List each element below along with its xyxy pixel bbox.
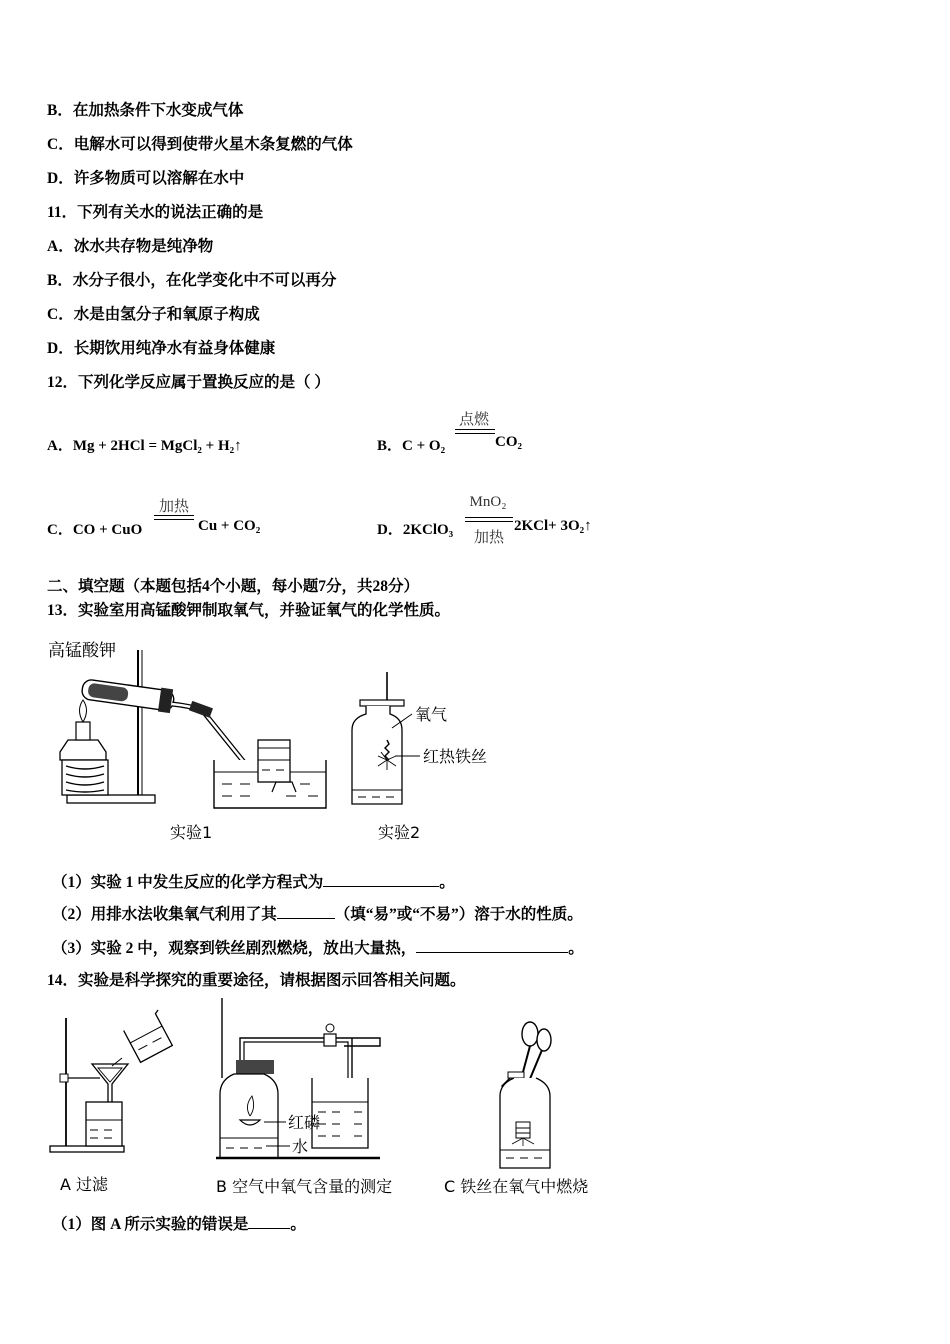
option-b-reactants: C + O₂: [402, 438, 446, 454]
option-c-bar-top: [154, 515, 194, 516]
q13-part-3-text: （3）实验 2 中，观察到铁丝剧烈燃烧，放出大量热，: [52, 940, 417, 957]
q11-option-b: B．水分子很小，在化学变化中不可以再分: [47, 272, 337, 289]
option-a-label: A．: [47, 438, 73, 454]
q11-option-a: A．冰水共存物是纯净物: [47, 238, 214, 255]
option-c-reactants: CO + CuO: [72, 522, 143, 538]
option-d-bar-bottom: [465, 521, 513, 522]
option-b-bar-top: [455, 429, 495, 430]
q13-part-1: [52, 870, 455, 893]
option-c-products: Cu + CO₂: [198, 518, 261, 534]
red-phosphorus-label: 红磷: [288, 1113, 321, 1132]
experiment-2-caption: 实验2: [378, 823, 421, 842]
experiment-1-caption: 实验1: [170, 823, 213, 842]
caption-oxygen-content: B 空气中氧气含量的测定: [216, 1177, 393, 1196]
q13-part-1-end: 。: [439, 874, 455, 891]
q13-part-2: [52, 902, 583, 925]
q13-experiment-figure: [40, 632, 510, 844]
option-d-products: 2KCl+ 3O₂↑: [514, 518, 592, 534]
option-d-bar-top: [465, 517, 513, 518]
q14-part-1-end: 。: [290, 1216, 306, 1233]
q13-part-3: [52, 936, 584, 959]
option-b-bar-bottom: [455, 433, 495, 434]
option-b-products: CO₂: [495, 434, 522, 450]
q13-part-3-end: 。: [568, 940, 584, 957]
q10-option-d: D．许多物质可以溶解在水中: [47, 170, 245, 187]
q12-option-c-left: [47, 518, 142, 539]
q11-option-d: D．长期饮用纯净水有益身体健康: [47, 340, 276, 357]
q10-option-c: C．电解水可以得到使带火星木条复燃的气体: [47, 136, 353, 153]
q14-part-1-blank[interactable]: [248, 1212, 290, 1229]
option-c-bar-bottom: [154, 519, 194, 520]
q12-option-d-left: [377, 518, 453, 539]
option-c-label: C．: [47, 522, 73, 538]
q13-part-2-blank[interactable]: [277, 902, 335, 919]
q10-option-b: B．在加热条件下水变成气体: [47, 102, 244, 119]
section-2-title: 二、填空题（本题包括4个小题，每小题7分，共28分）: [47, 578, 420, 595]
option-d-catalyst: MnO₂: [469, 494, 507, 510]
q14-experiment-figure: [40, 998, 620, 1203]
q14-part-1: [52, 1212, 306, 1235]
q13-part-2-end: （填“易”或“不易”）溶于水的性质。: [334, 906, 583, 923]
q14-stem: 14．实验是科学探究的重要途径，请根据图示回答相关问题。: [47, 972, 466, 989]
option-d-reactants: 2KClO₃: [402, 522, 454, 538]
option-b-label: B．: [377, 438, 403, 454]
option-a-equation: Mg + 2HCl = MgCl₂ + H₂↑: [72, 438, 242, 454]
option-d-label: D．: [377, 522, 403, 538]
caption-filtration: A 过滤: [60, 1175, 109, 1194]
q12-stem: 12．下列化学反应属于置换反应的是（ ）: [47, 374, 330, 391]
q12-option-a: [47, 434, 242, 455]
red-hot-wire-label: 红热铁丝: [423, 747, 488, 766]
caption-iron-wire: C 铁丝在氧气中燃烧: [444, 1177, 589, 1196]
q12-option-b-left: [377, 434, 445, 455]
q11-option-c: C．水是由氢分子和氧原子构成: [47, 306, 260, 323]
oxygen-label: 氧气: [415, 705, 448, 724]
q13-part-1-text: （1）实验 1 中发生反应的化学方程式为: [52, 874, 324, 891]
q13-part-2-text: （2）用排水法收集氧气利用了其: [52, 906, 277, 923]
potassium-permanganate-label: 高锰酸钾: [48, 641, 116, 661]
option-c-condition: 加热: [158, 499, 189, 515]
q13-part-1-blank[interactable]: [323, 870, 439, 887]
q13-stem: 13．实验室用高锰酸钾制取氧气，并验证氧气的化学性质。: [47, 602, 451, 619]
option-d-condition: 加热: [473, 530, 504, 546]
option-b-condition: 点燃: [458, 412, 489, 428]
q14-part-1-text: （1）图 A 所示实验的错误是: [52, 1216, 249, 1233]
q13-part-3-blank[interactable]: [416, 936, 568, 953]
q11-stem: 11．下列有关水的说法正确的是: [47, 204, 264, 221]
water-label: 水: [292, 1137, 309, 1156]
